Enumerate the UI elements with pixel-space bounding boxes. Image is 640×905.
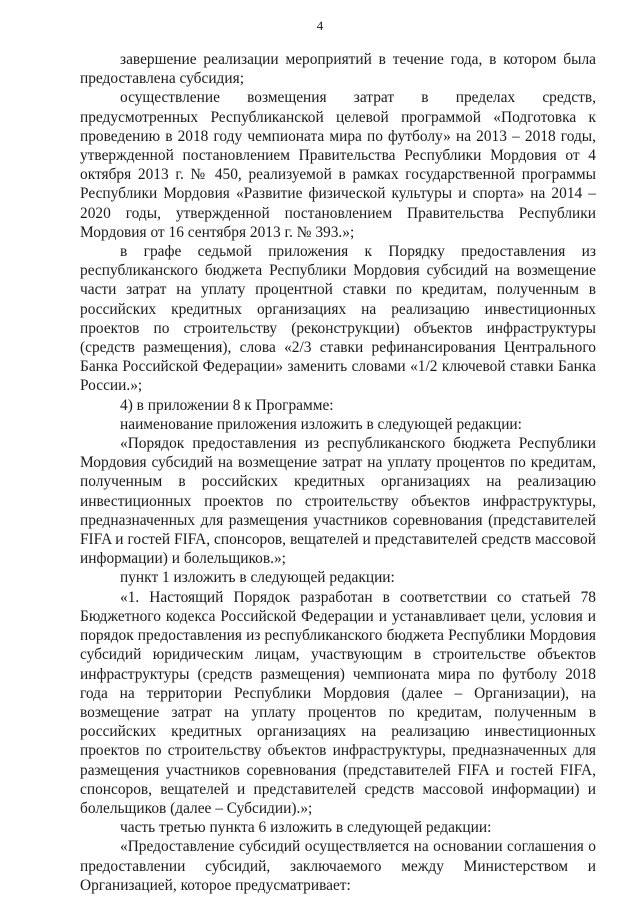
paragraph-10: «Предоставление субсидий осуществляется на основании соглашения о предоставлении субсидий, заключаемого между Министерством и Организацией, которое предусматривает:: [80, 838, 596, 894]
paragraph-1: завершение реализации мероприятий в течение года, в котором была предоставлена субсидия;: [80, 51, 596, 88]
paragraph-9: часть третью пункта 6 изложить в следующей редакции:: [120, 819, 492, 837]
paragraph-8: «1. Настоящий Порядок разработан в соответствии со статьей 78 Бюджетного кодекса Российской Федерации и устанавливает цели, условия и порядок предоставления из республиканского бюджета Республики Мордовия субсидий юридическим лицам, участвующим в строительстве объектов инфраструктуры (средств размещения) чемпионата мира по футболу 2018 года на территории Республики Мордовия (далее – Организации), на возмещение затрат на уплату процентов по кредитам, полученным в российских кредитных организациях на реализацию инвестиционных проектов по строительству объектов инфраструктуры, предназначенных для размещения участников соревнования (представителей FIFA и гостей FIFA, спонсоров, вещателей и представителей средств массовой информации) и болельщиков (далее – Субсидии).»;: [80, 588, 596, 817]
page-number: 4: [316, 18, 324, 33]
paragraph-5: наименование приложения изложить в следующей редакции:: [120, 415, 522, 433]
paragraph-3: в графе седьмой приложения к Порядку предоставления из республиканского бюджета Республики Мордовия субсидий на возмещение части затрат на уплату процентной ставки по кредитам, полученным в российских кредитных организациях на реализацию инвестиционных проектов по строительству (реконструкции) объектов инфраструктуры (средств размещения), слова «2/3 ставки рефинансирования Центрального Банка Российской Федерации» заменить словами «1/2 ключевой ставки Банка России.»;: [80, 243, 596, 395]
paragraph-2: осуществление возмещения затрат в пределах средств, предусмотренных Республиканской целевой программой «Подготовка к проведению в 2018 году чемпионата мира по футболу» на 2013 – 2018 годы, утвержденной постановлением Правительства Республики Мордовия от 4 октября 2013 г. № 450, реализуемой в рамках государственной программы Республики Мордовия «Развитие физической культуры и спорта» на 2014 – 2020 годы, утвержденной постановлением Правительства Республики Мордовия от 16 сентября 2013 г. № 393.»;: [80, 89, 596, 241]
paragraph-6: «Порядок предоставления из республиканского бюджета Республики Мордовия субсидий на возмещение затрат на уплату процентов по кредитам, полученным в российских кредитных организациях на реализацию инвестиционных проектов по строительству объектов инфраструктуры, предназначенных для размещения участников соревнования (представителей FIFA и гостей FIFA, спонсоров, вещателей и представителей средств массовой информации) и болельщиков.»;: [80, 435, 596, 568]
paragraph-7: пункт 1 изложить в следующей редакции:: [120, 569, 395, 587]
paragraph-4: 4) в приложении 8 к Программе:: [120, 396, 334, 414]
